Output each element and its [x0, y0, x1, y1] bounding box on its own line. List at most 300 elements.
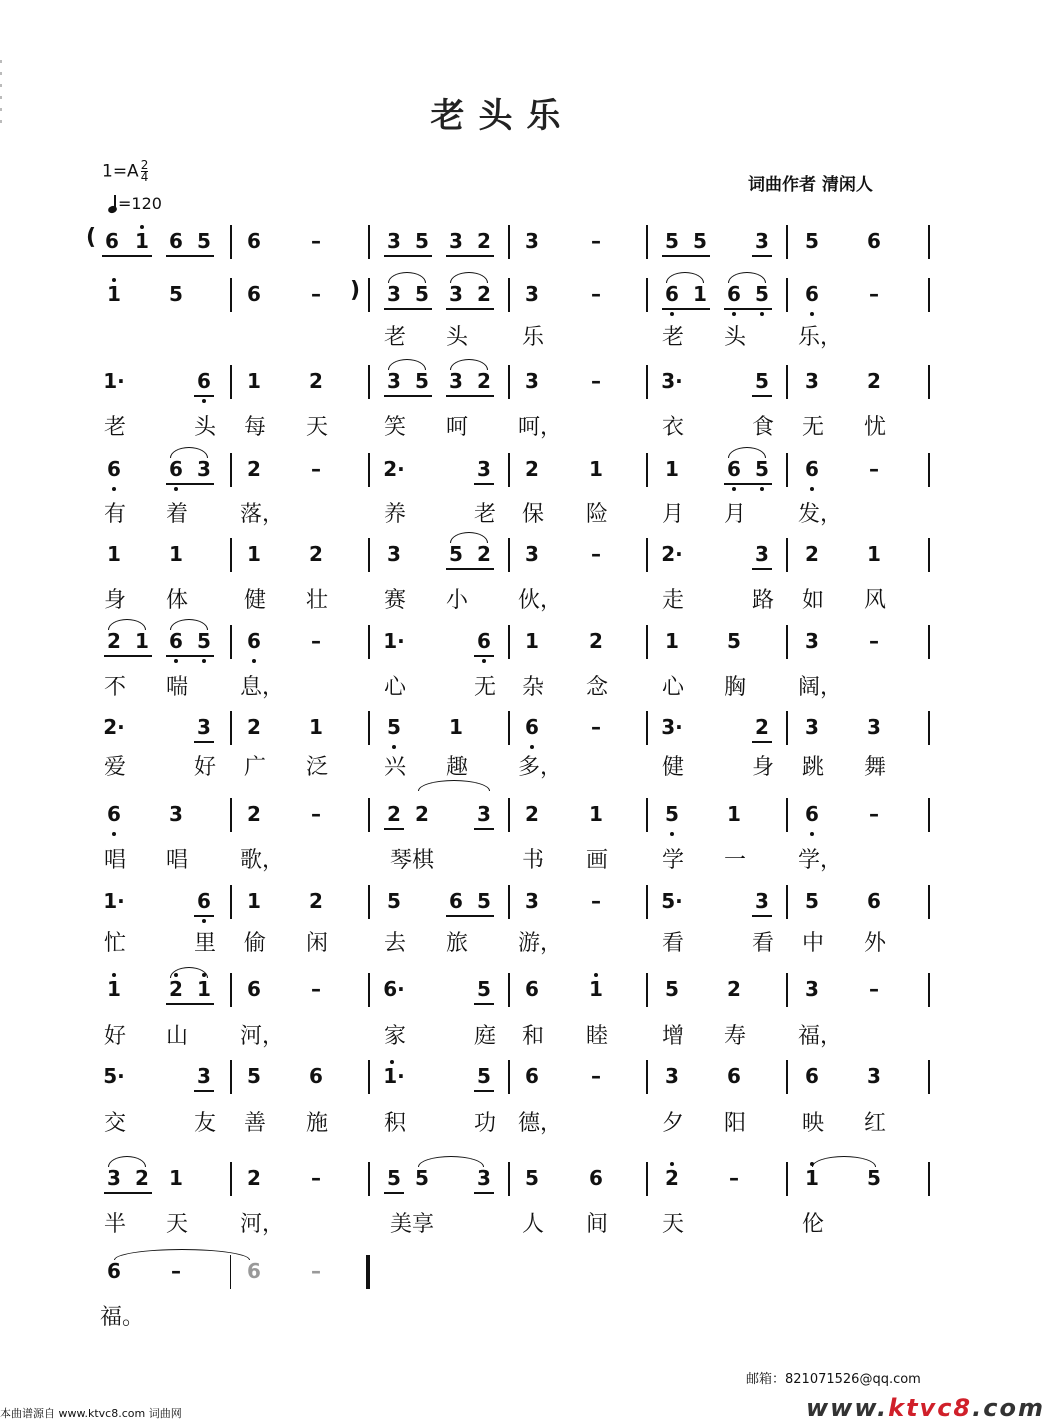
lyric: 增	[661, 1024, 684, 1049]
octave-dot	[390, 1060, 394, 1064]
lyric: 头	[445, 325, 468, 350]
note: 5	[755, 282, 769, 306]
lyric: 发，	[798, 502, 843, 527]
note: 1·	[383, 629, 405, 653]
barline	[928, 453, 930, 487]
score-line-7	[100, 711, 940, 751]
note: 1	[525, 629, 539, 653]
underline	[104, 655, 152, 657]
note: 3	[449, 369, 463, 393]
lyric: 无	[801, 415, 824, 440]
note: 2	[805, 542, 819, 566]
lyric: 健	[661, 755, 684, 780]
note: 3	[449, 282, 463, 306]
score-line-1	[86, 225, 940, 265]
note: 5	[197, 629, 211, 653]
lyric: 广	[243, 755, 266, 780]
note: 6	[477, 629, 491, 653]
barline	[230, 711, 232, 745]
final-barline	[366, 1255, 370, 1289]
underline	[194, 741, 214, 743]
lyric: 每	[243, 415, 266, 440]
underline	[104, 1192, 152, 1194]
note: 3	[805, 977, 819, 1001]
lyric: 心	[383, 675, 406, 700]
note: 1·	[103, 889, 125, 913]
lyric: 风	[863, 588, 886, 613]
note: 6	[727, 457, 741, 481]
lyric: 琴棋	[389, 848, 434, 873]
note: –	[311, 977, 321, 1001]
lyric: 杂	[521, 675, 544, 700]
note: 6	[107, 1259, 121, 1283]
barline	[508, 538, 510, 572]
lyric: 学，	[798, 848, 843, 873]
lyric: 息，	[240, 675, 285, 700]
barline	[508, 1060, 510, 1094]
note: –	[171, 1259, 181, 1283]
lyric: 心	[661, 675, 684, 700]
octave-dot	[112, 278, 116, 282]
lyric: 家	[383, 1024, 406, 1049]
barline	[786, 1162, 788, 1196]
note: –	[311, 457, 321, 481]
note: 1·	[103, 369, 125, 393]
barline	[786, 973, 788, 1007]
lyric: 老	[473, 502, 496, 527]
lyric: 落，	[240, 502, 285, 527]
octave-dot	[482, 659, 486, 663]
underline	[474, 1003, 494, 1005]
close-paren: )	[350, 278, 361, 303]
underline	[474, 1090, 494, 1092]
note: 5	[477, 1064, 491, 1088]
barline	[646, 1060, 648, 1094]
barline	[786, 625, 788, 659]
note: 5	[727, 629, 741, 653]
note: 5	[805, 229, 819, 253]
octave-dot	[760, 487, 764, 491]
open-paren: (	[86, 225, 97, 250]
barline	[928, 278, 930, 312]
underline	[724, 308, 772, 310]
note: 2	[755, 715, 769, 739]
note: 6	[449, 889, 463, 913]
lyric: 看	[661, 931, 684, 956]
barline	[230, 625, 232, 659]
underline	[194, 915, 214, 917]
lyric: 路	[751, 588, 774, 613]
note: –	[869, 629, 879, 653]
note: 5	[387, 1166, 401, 1190]
lyric: 德，	[518, 1111, 563, 1136]
note: 2	[309, 369, 323, 393]
note: 3	[525, 542, 539, 566]
barline	[646, 365, 648, 399]
time-sig-top: 2	[140, 158, 149, 172]
lyric: 阳	[723, 1111, 746, 1136]
octave-dot	[140, 225, 144, 229]
source-footer: 本曲谱源自 www.ktvc8.com 词曲网	[0, 1407, 182, 1420]
note: –	[729, 1166, 739, 1190]
lyric: 胸	[723, 675, 746, 700]
note: 2	[665, 1166, 679, 1190]
lyric-line-3	[100, 410, 940, 440]
barline	[786, 278, 788, 312]
barline	[646, 1162, 648, 1196]
note: 3	[805, 369, 819, 393]
octave-dot	[810, 832, 814, 836]
score-line-2	[100, 278, 940, 318]
note: 2	[309, 889, 323, 913]
barline	[230, 798, 232, 832]
quarter-note-icon	[108, 195, 116, 213]
note: –	[591, 282, 601, 306]
lyric: 月	[723, 502, 746, 527]
underline	[102, 255, 152, 257]
lyric: 唱	[103, 848, 126, 873]
note: 6	[107, 457, 121, 481]
barline	[368, 885, 370, 919]
note: 1	[107, 542, 121, 566]
barline	[230, 1162, 232, 1196]
underline	[446, 568, 494, 570]
lyric-line-13	[100, 1300, 940, 1330]
barline	[928, 711, 930, 745]
lyric: 老	[661, 325, 684, 350]
note: 2	[169, 977, 183, 1001]
logo-suffix: .com	[972, 1394, 1045, 1422]
note: 5	[415, 282, 429, 306]
lyric: 间	[585, 1212, 608, 1237]
note: 6	[247, 229, 261, 253]
lyric-line-10	[100, 1019, 940, 1049]
note: 1	[135, 229, 149, 253]
note: 3	[197, 1064, 211, 1088]
lyric: 河，	[240, 1212, 285, 1237]
underline	[662, 308, 710, 310]
note: 2	[525, 457, 539, 481]
barline	[368, 973, 370, 1007]
barline	[230, 885, 232, 919]
octave-dot	[174, 659, 178, 663]
barline	[368, 278, 370, 312]
underline	[474, 828, 494, 830]
note: 3	[525, 282, 539, 306]
note: 1	[135, 629, 149, 653]
barline	[508, 1162, 510, 1196]
barline	[928, 538, 930, 572]
lyric: 如	[801, 588, 824, 613]
underline	[166, 1003, 214, 1005]
note: 2	[415, 802, 429, 826]
note: 6	[169, 457, 183, 481]
lyric: 交	[103, 1111, 126, 1136]
lyric: 中	[801, 931, 824, 956]
note: 2	[525, 802, 539, 826]
lyric: 偷	[243, 931, 266, 956]
note: 3	[805, 715, 819, 739]
lyric: 阔，	[798, 675, 843, 700]
barline	[928, 225, 930, 259]
note: 2·	[661, 542, 683, 566]
tempo-value: =120	[118, 194, 162, 213]
lyric-line-2	[100, 320, 940, 350]
underline	[662, 255, 710, 257]
barline	[230, 973, 232, 1007]
barline	[230, 538, 232, 572]
note: 1	[589, 802, 603, 826]
note: 3	[525, 889, 539, 913]
note: 3	[755, 542, 769, 566]
barline	[786, 225, 788, 259]
lyric: 忙	[103, 931, 126, 956]
note: 3	[197, 715, 211, 739]
barline	[646, 885, 648, 919]
note: 2	[107, 629, 121, 653]
note: 1	[589, 457, 603, 481]
note: 5	[693, 229, 707, 253]
lyric: 红	[863, 1111, 886, 1136]
note: 3	[477, 802, 491, 826]
note: 5	[247, 1064, 261, 1088]
barline	[508, 973, 510, 1007]
note: 6	[805, 282, 819, 306]
lyric-line-12	[100, 1207, 940, 1237]
octave-dot	[202, 659, 206, 663]
note: 3	[867, 1064, 881, 1088]
barline	[646, 538, 648, 572]
note: 1	[309, 715, 323, 739]
barline	[786, 885, 788, 919]
score-line-9	[100, 885, 940, 925]
note: 6	[525, 1064, 539, 1088]
underline	[446, 915, 494, 917]
underline	[166, 655, 214, 657]
lyric: 福，	[798, 1024, 843, 1049]
note: –	[591, 889, 601, 913]
note: 2	[477, 229, 491, 253]
note: 5	[387, 889, 401, 913]
octave-dot	[112, 832, 116, 836]
lyric: 福。	[100, 1305, 145, 1330]
octave-dot	[670, 1162, 674, 1166]
note: –	[869, 802, 879, 826]
note: 5	[525, 1166, 539, 1190]
time-sig-bottom: 4	[140, 170, 149, 184]
note: 5	[415, 369, 429, 393]
octave-dot	[810, 312, 814, 316]
note: 6	[805, 1064, 819, 1088]
note: 5	[665, 802, 679, 826]
logo-brand: ktvc8	[888, 1394, 973, 1422]
lyric: 人	[521, 1212, 544, 1237]
underline	[384, 1192, 404, 1194]
lyric: 天	[305, 415, 328, 440]
lyric: 书	[521, 848, 544, 873]
barline	[786, 453, 788, 487]
underline	[446, 395, 494, 397]
lyric: 寿	[723, 1024, 746, 1049]
barline	[230, 278, 232, 312]
lyric: 老	[103, 415, 126, 440]
note: 3	[805, 629, 819, 653]
underline	[752, 915, 772, 917]
note: 1	[665, 457, 679, 481]
lyric: 多，	[518, 755, 563, 780]
lyric: 头	[193, 415, 216, 440]
note: 2	[247, 457, 261, 481]
note: 3	[477, 457, 491, 481]
note: –	[591, 1064, 601, 1088]
barline	[786, 1060, 788, 1094]
barline	[508, 798, 510, 832]
octave-dot	[174, 973, 178, 977]
score-line-12	[100, 1162, 940, 1202]
underline	[752, 741, 772, 743]
octave-dot	[732, 312, 736, 316]
note: 3	[525, 229, 539, 253]
octave-dot	[202, 973, 206, 977]
note: 1	[247, 889, 261, 913]
lyric: 不	[103, 675, 126, 700]
barline	[786, 538, 788, 572]
lyric: 学	[661, 848, 684, 873]
note: 5	[415, 229, 429, 253]
note: 6	[169, 229, 183, 253]
lyric: 小	[445, 588, 468, 613]
barline	[786, 711, 788, 745]
note: 6	[247, 629, 261, 653]
octave-dot	[252, 659, 256, 663]
note: 1	[169, 542, 183, 566]
note: 5	[197, 229, 211, 253]
lyric-line-5	[100, 583, 940, 613]
note: –	[591, 715, 601, 739]
barline	[508, 453, 510, 487]
lyric: 兴	[383, 755, 406, 780]
lyric: 呵	[445, 415, 468, 440]
note: 1	[693, 282, 707, 306]
octave-dot	[202, 919, 206, 923]
lyric-line-9	[100, 926, 940, 956]
lyric-line-11	[100, 1106, 940, 1136]
barline	[230, 1060, 232, 1094]
lyric: 喘	[165, 675, 188, 700]
lyric: 积	[383, 1111, 406, 1136]
lyric: 泛	[305, 755, 328, 780]
octave-dot	[530, 745, 534, 749]
lyric: 一	[723, 848, 746, 873]
octave-dot	[670, 832, 674, 836]
lyric: 施	[305, 1111, 328, 1136]
lyric: 走	[661, 588, 684, 613]
lyric-line-4	[100, 497, 940, 527]
lyric: 保	[521, 502, 544, 527]
lyric: 趣	[445, 755, 468, 780]
lyric-line-7	[100, 750, 940, 780]
barline	[368, 453, 370, 487]
note: 6	[197, 369, 211, 393]
note: 6	[525, 977, 539, 1001]
lyric: 爱	[103, 755, 126, 780]
barline	[646, 625, 648, 659]
lyric: 念	[585, 675, 608, 700]
note: 1·	[383, 1064, 405, 1088]
underline	[474, 483, 494, 485]
note: 3	[387, 369, 401, 393]
lyric: 体	[165, 588, 188, 613]
note: 6	[247, 282, 261, 306]
underline	[724, 483, 772, 485]
barline	[928, 973, 930, 1007]
lyric: 里	[193, 931, 216, 956]
note: 3	[755, 229, 769, 253]
barline	[928, 1060, 930, 1094]
lyric: 闲	[305, 931, 328, 956]
lyric: 健	[243, 588, 266, 613]
octave-dot	[810, 487, 814, 491]
note: 5	[169, 282, 183, 306]
note: 3	[477, 1166, 491, 1190]
note: 6	[727, 1064, 741, 1088]
barline	[646, 453, 648, 487]
barline	[230, 453, 232, 487]
note: –	[591, 369, 601, 393]
note: 5	[477, 889, 491, 913]
note: 6	[665, 282, 679, 306]
barline	[368, 1162, 370, 1196]
underline	[384, 395, 432, 397]
song-title: 老头乐	[430, 96, 575, 136]
note: 3	[169, 802, 183, 826]
note: 2	[589, 629, 603, 653]
barline	[368, 625, 370, 659]
key-signature	[102, 160, 148, 183]
note: 2·	[103, 715, 125, 739]
score-line-11	[100, 1060, 940, 1100]
note: 2	[247, 1166, 261, 1190]
lyric: 映	[801, 1111, 824, 1136]
octave-dot	[202, 399, 206, 403]
underline	[166, 255, 214, 257]
barline	[646, 278, 648, 312]
lyric: 舞	[863, 755, 886, 780]
lyric: 歌，	[240, 848, 285, 873]
note: 1	[805, 1166, 819, 1190]
note: 5	[867, 1166, 881, 1190]
note: 5	[805, 889, 819, 913]
note: 2	[387, 802, 401, 826]
note: 2	[867, 369, 881, 393]
score-line-5	[100, 538, 940, 578]
barline	[786, 365, 788, 399]
note: 6·	[383, 977, 405, 1001]
score-line-10	[100, 973, 940, 1013]
note: 1	[247, 542, 261, 566]
note: 1	[589, 977, 603, 1001]
underline	[474, 655, 494, 657]
note: 6	[867, 889, 881, 913]
note: –	[311, 629, 321, 653]
lyric: 善	[243, 1111, 266, 1136]
lyric: 险	[585, 502, 608, 527]
note: 6	[197, 889, 211, 913]
underline	[384, 828, 404, 830]
lyric: 外	[863, 931, 886, 956]
note: 2	[727, 977, 741, 1001]
octave-dot	[760, 312, 764, 316]
